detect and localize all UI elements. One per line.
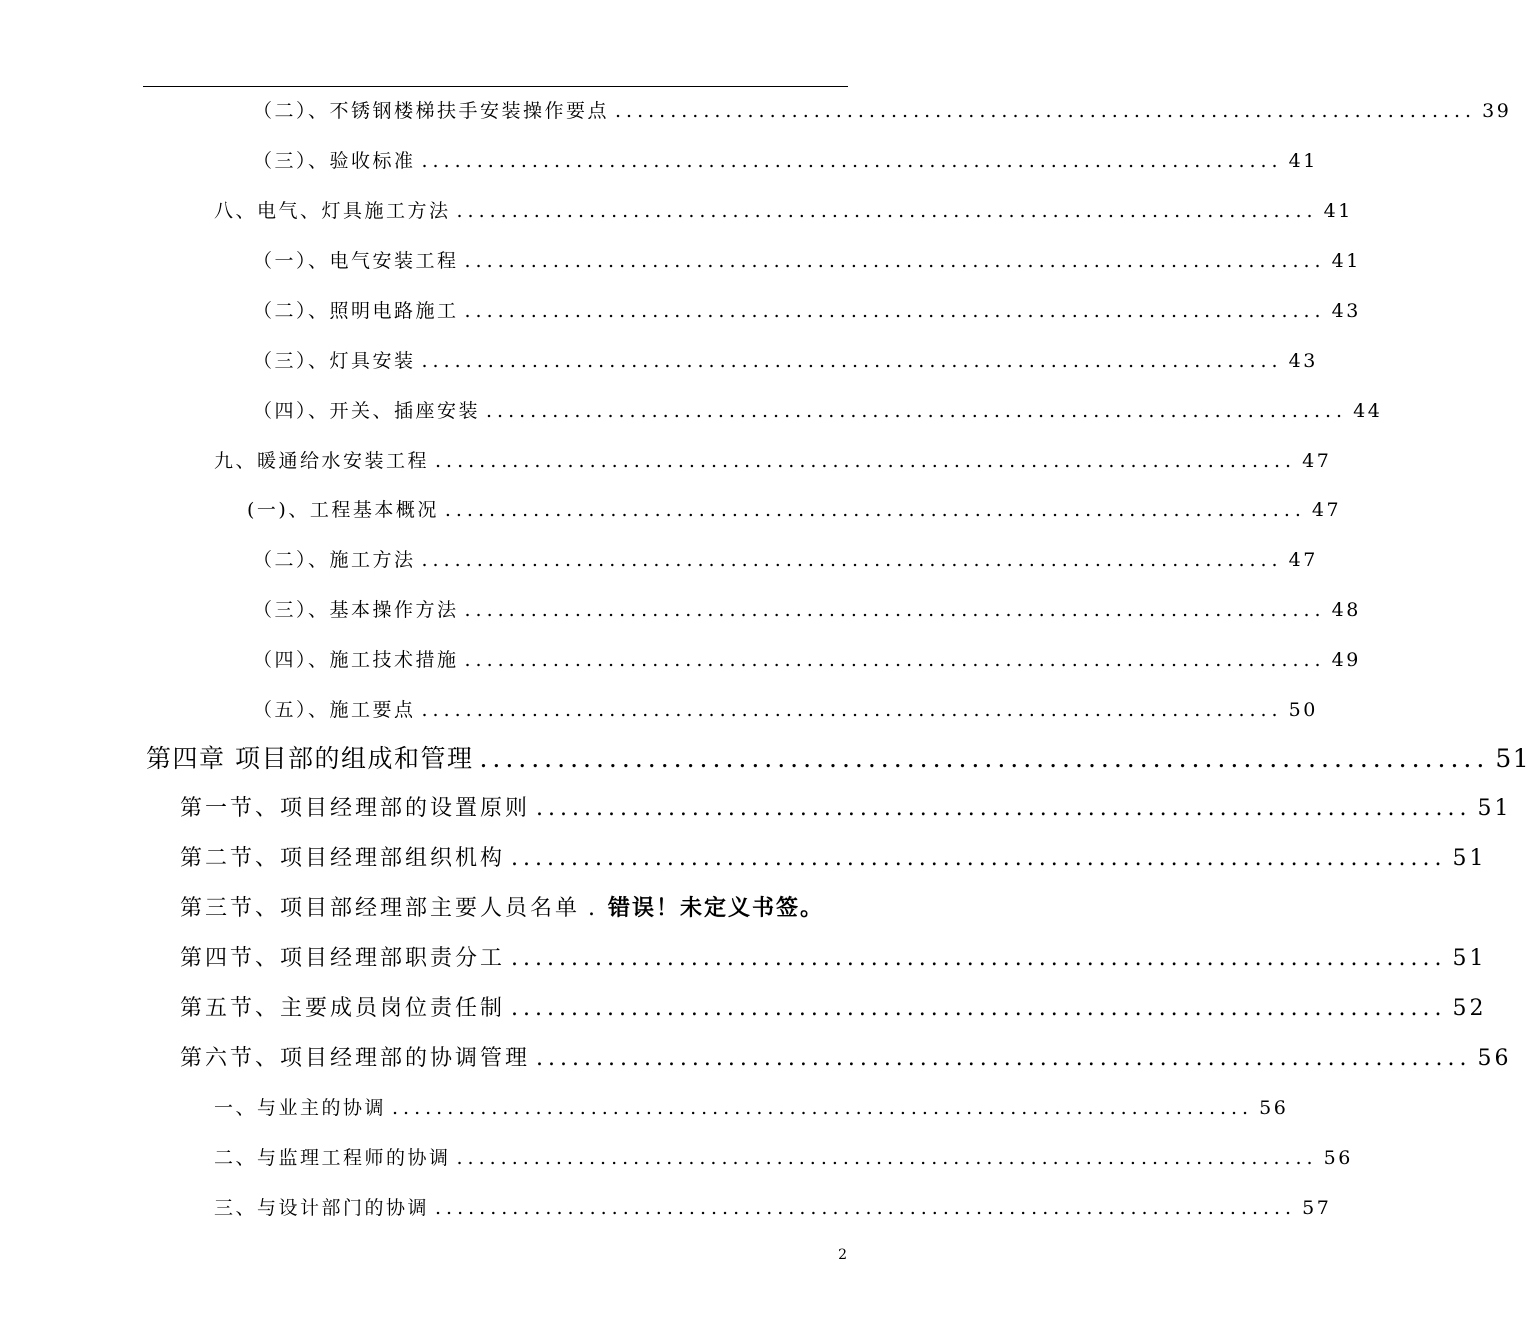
toc-entry[interactable] xyxy=(214,447,1332,475)
toc-entry[interactable] xyxy=(253,97,1512,125)
toc-entry-page: 51 xyxy=(1452,946,1487,971)
dot-leader: .............................................................................. xyxy=(421,150,1283,172)
toc-section-entry[interactable] xyxy=(180,1043,1512,1075)
toc-entry[interactable] xyxy=(214,1094,1289,1122)
toc-entry-title: （四）、开关、插座安装 xyxy=(253,400,481,422)
toc-entry-page: 56 xyxy=(1477,1046,1512,1071)
dot-leader: . xyxy=(588,896,599,921)
toc-entry-page: 39 xyxy=(1482,100,1512,122)
toc-entry-title: （三）、基本操作方法 xyxy=(253,599,459,621)
dot-leader: .............................................................................. xyxy=(511,946,1447,971)
toc-section-entry[interactable] xyxy=(180,993,1487,1025)
toc-entry-title: （三）、验收标准 xyxy=(253,150,416,172)
toc-chapter-entry[interactable] xyxy=(146,741,1530,777)
toc-entry-page: 49 xyxy=(1331,649,1361,671)
dot-leader: .............................................................................. xyxy=(464,250,1326,272)
dot-leader: .............................................................................. xyxy=(435,450,1297,472)
dot-leader: .............................................................................. xyxy=(536,1046,1472,1071)
toc-entry-page: 43 xyxy=(1331,300,1361,322)
dot-leader: .............................................................................. xyxy=(421,549,1283,571)
toc-entry-page: 57 xyxy=(1302,1197,1332,1219)
dot-leader: .............................................................................. xyxy=(392,1097,1254,1119)
toc-entry-title: （四）、施工技术措施 xyxy=(253,649,459,671)
toc-entry-title: 二、与监理工程师的协调 xyxy=(214,1147,451,1169)
toc-entry-page: 47 xyxy=(1288,549,1318,571)
toc-entry-title: (一)、工程基本概况 xyxy=(247,499,439,521)
toc-entry-page: 50 xyxy=(1288,699,1318,721)
toc-section-entry[interactable] xyxy=(180,793,1512,825)
toc-entry[interactable] xyxy=(253,696,1318,724)
toc-entry-page: 56 xyxy=(1259,1097,1289,1119)
toc-entry[interactable] xyxy=(253,596,1361,624)
toc-entry-page: 44 xyxy=(1353,400,1383,422)
toc-entry-title: （一）、电气安装工程 xyxy=(253,250,459,272)
dot-leader: .............................................................................. xyxy=(456,200,1318,222)
toc-entry-title: （二）、施工方法 xyxy=(253,549,416,571)
toc-entry-title: 一、与业主的协调 xyxy=(214,1097,387,1119)
dot-leader: .............................................................................. xyxy=(464,300,1326,322)
toc-entry-title: （二）、照明电路施工 xyxy=(253,300,459,322)
toc-entry-title: 第五节、主要成员岗位责任制 xyxy=(180,996,506,1021)
toc-entry[interactable] xyxy=(214,197,1353,225)
toc-entry[interactable] xyxy=(253,546,1318,574)
toc-entry-title: 第四章 项目部的组成和管理 xyxy=(146,744,474,773)
bookmark-error-text: 错误！未定义书签。 xyxy=(608,896,825,921)
toc-entry[interactable] xyxy=(253,347,1318,375)
dot-leader: .............................................................................. xyxy=(479,744,1490,773)
dot-leader: .............................................................................. xyxy=(464,649,1326,671)
toc-entry-page: 41 xyxy=(1288,150,1318,172)
toc-entry-title: 九、暖通给水安装工程 xyxy=(214,450,430,472)
dot-leader: .............................................................................. xyxy=(444,499,1306,521)
toc-entry-page: 41 xyxy=(1323,200,1353,222)
toc-entry-page: 47 xyxy=(1302,450,1332,472)
toc-entry-title: 第二节、项目经理部组织机构 xyxy=(180,846,506,871)
toc-entry-page: 51 xyxy=(1495,744,1530,773)
dot-leader: .............................................................................. xyxy=(456,1147,1318,1169)
dot-leader: .............................................................................. xyxy=(511,846,1447,871)
dot-leader: .............................................................................. xyxy=(536,796,1472,821)
toc-entry[interactable] xyxy=(214,1194,1332,1222)
dot-leader: .............................................................................. xyxy=(435,1197,1297,1219)
toc-entry[interactable] xyxy=(214,1144,1353,1172)
dot-leader: .............................................................................. xyxy=(421,699,1283,721)
toc-section-entry[interactable] xyxy=(180,893,847,925)
toc-entry-title: （三）、灯具安装 xyxy=(253,350,416,372)
toc-entry-title: （二）、不锈钢楼梯扶手安装操作要点 xyxy=(253,100,610,122)
toc-entry[interactable] xyxy=(253,147,1318,175)
toc-entry-title: 第六节、项目经理部的协调管理 xyxy=(180,1046,531,1071)
dot-leader: .............................................................................. xyxy=(464,599,1326,621)
toc-entry-page: 43 xyxy=(1288,350,1318,372)
dot-leader: .............................................................................. xyxy=(615,100,1477,122)
toc-entry-page: 52 xyxy=(1452,996,1487,1021)
toc-entry-title: （五）、施工要点 xyxy=(253,699,416,721)
toc-entry-page: 51 xyxy=(1477,796,1512,821)
toc-entry-page: 47 xyxy=(1311,499,1342,521)
toc-section-entry[interactable] xyxy=(180,843,1487,875)
toc-entry[interactable] xyxy=(253,297,1361,325)
toc-entry-title: 第三节、项目部经理部主要人员名单 xyxy=(180,896,581,921)
toc-entry-title: 第四节、项目经理部职责分工 xyxy=(180,946,506,971)
toc-entry[interactable] xyxy=(253,247,1361,275)
header-rule xyxy=(143,86,848,87)
toc-entry-page: 56 xyxy=(1323,1147,1353,1169)
dot-leader: .............................................................................. xyxy=(486,400,1348,422)
toc-section-entry[interactable] xyxy=(180,943,1487,975)
toc-entry[interactable] xyxy=(247,496,1342,524)
toc-entry-page: 51 xyxy=(1452,846,1487,871)
toc-entry[interactable] xyxy=(253,646,1361,674)
page-number: 2 xyxy=(838,1247,847,1263)
toc-entry-page: 48 xyxy=(1331,599,1361,621)
toc-entry-title: 八、电气、灯具施工方法 xyxy=(214,200,451,222)
dot-leader: .............................................................................. xyxy=(511,996,1447,1021)
toc-entry[interactable] xyxy=(253,397,1383,425)
toc-entry-title: 第一节、项目经理部的设置原则 xyxy=(180,796,531,821)
toc-entry-title: 三、与设计部门的协调 xyxy=(214,1197,430,1219)
dot-leader: .............................................................................. xyxy=(421,350,1283,372)
toc-entry-page: 41 xyxy=(1331,250,1361,272)
